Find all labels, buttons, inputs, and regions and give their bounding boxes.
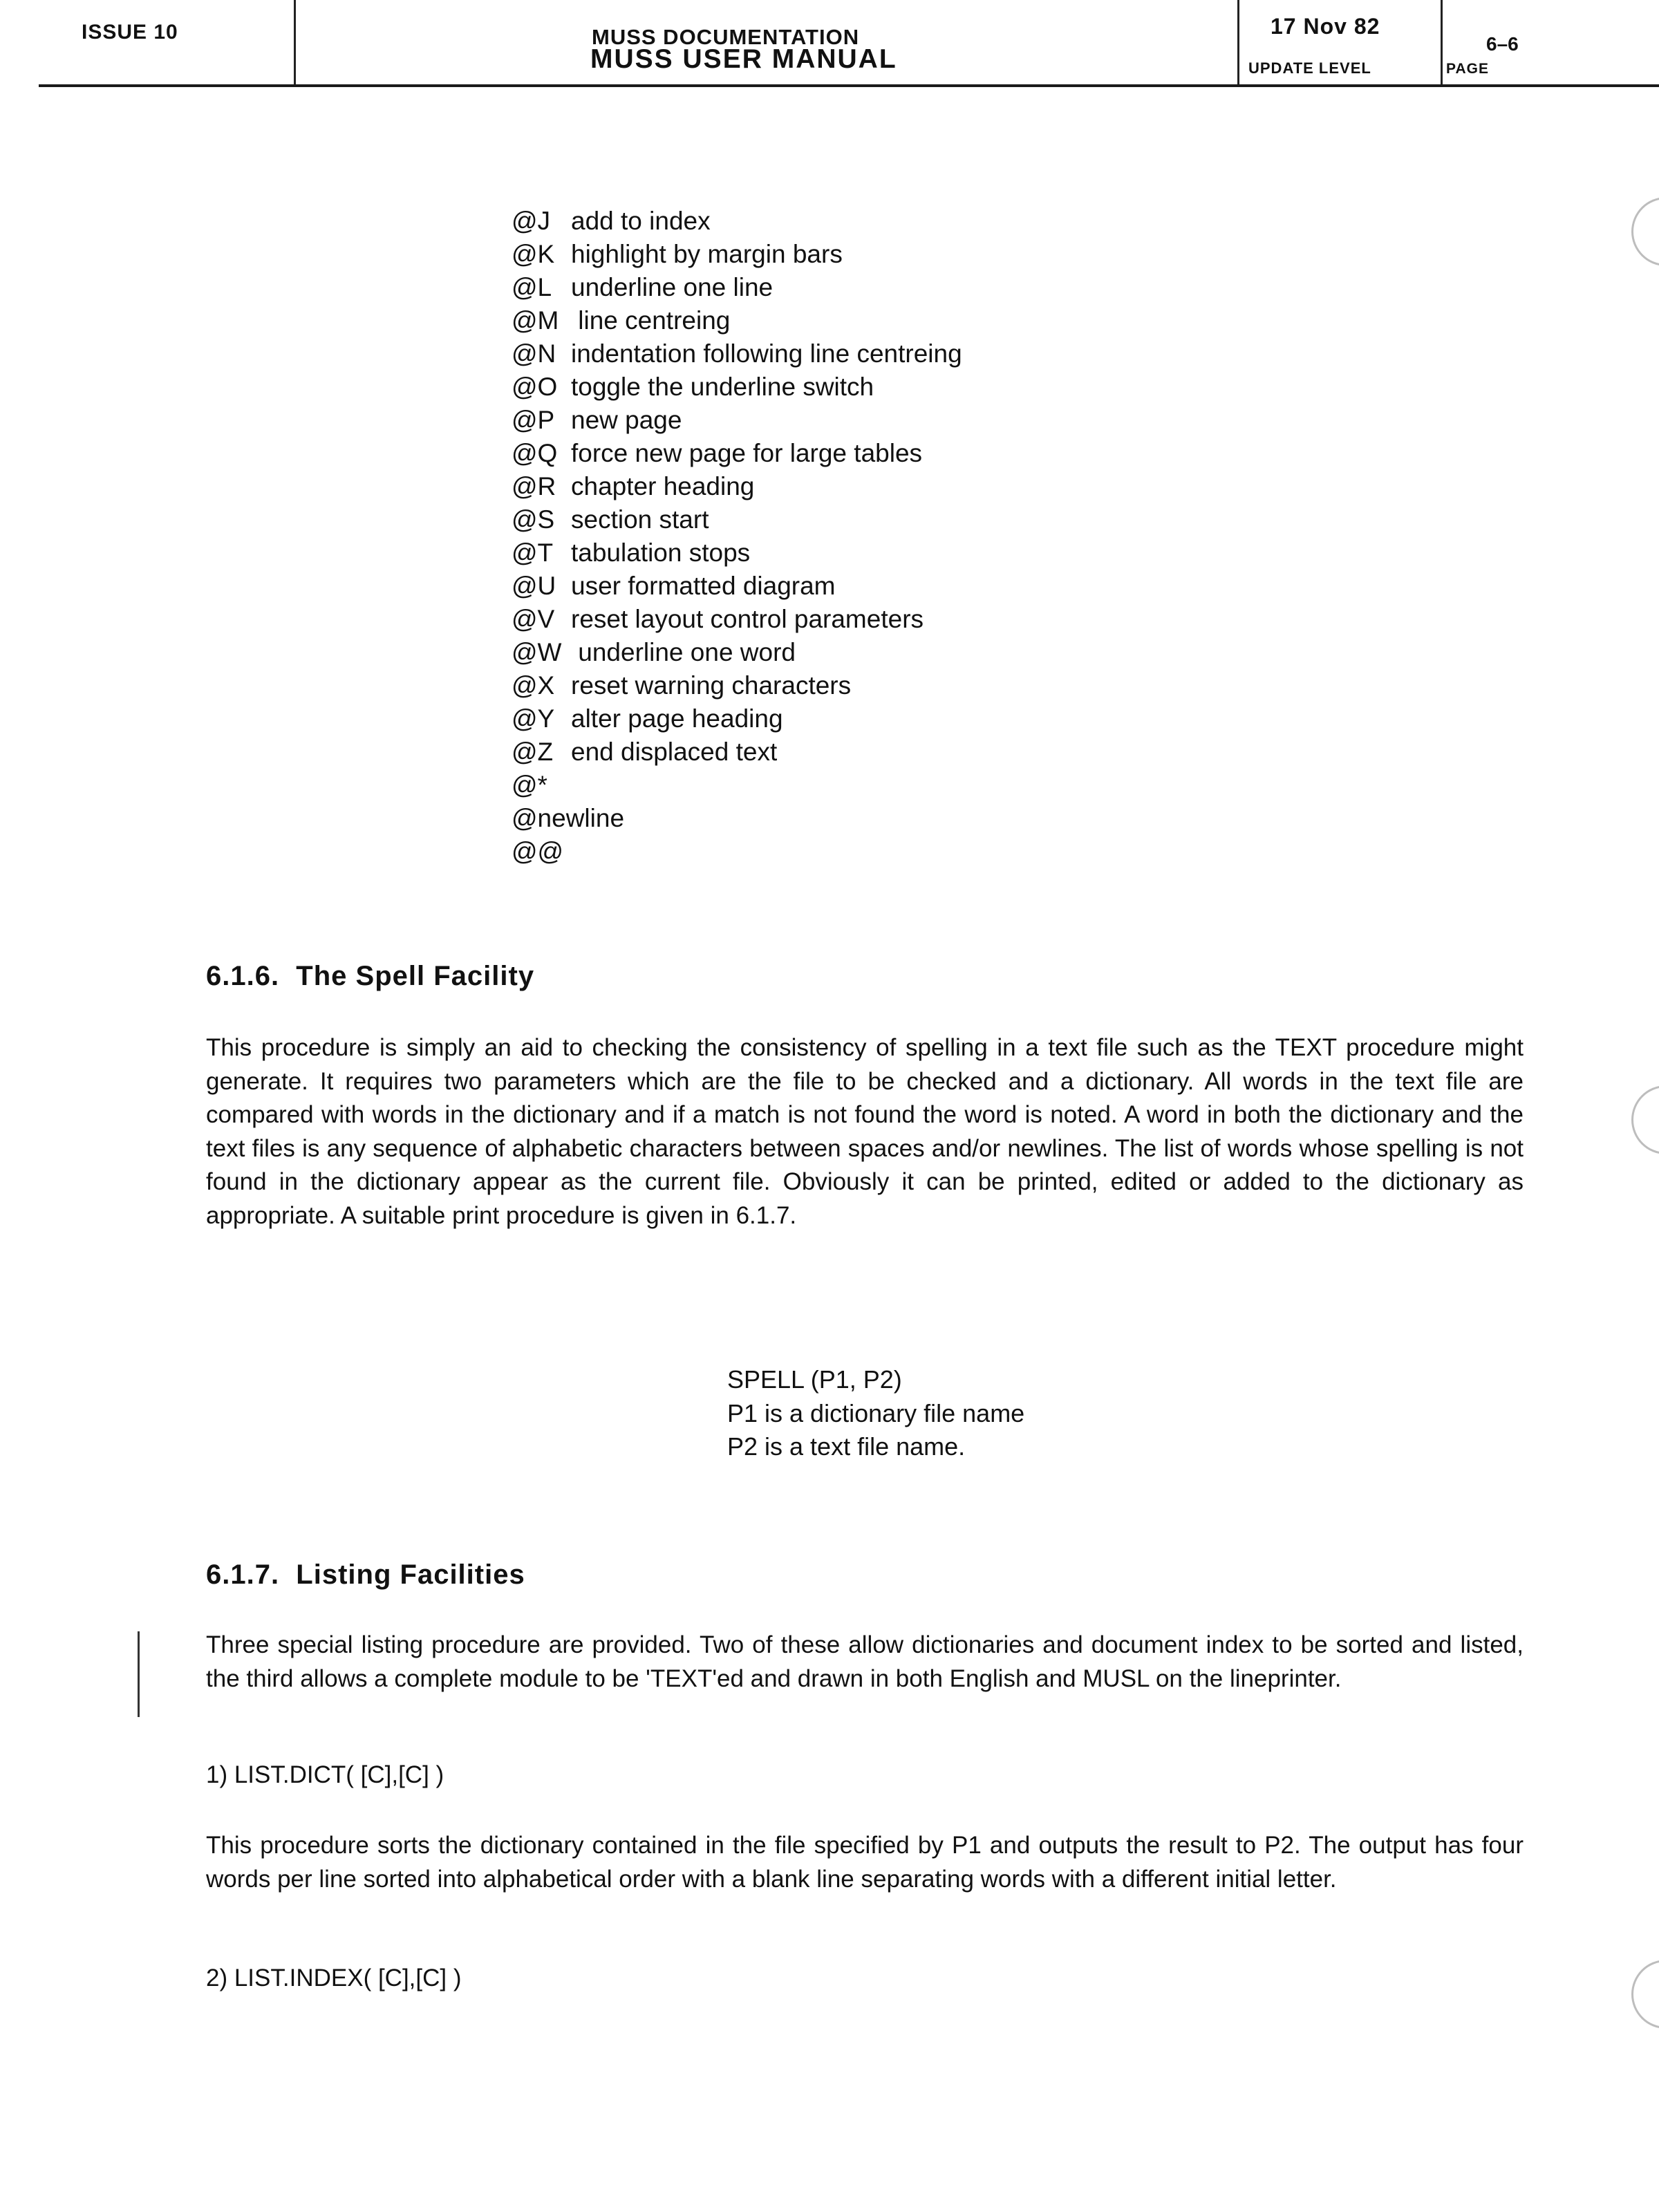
command-description: alter page heading	[571, 704, 783, 733]
doc-title: MUSS USER MANUAL	[590, 44, 897, 74]
command-description: user formatted diagram	[571, 572, 836, 600]
command-list-item	[512, 669, 962, 702]
page-label: PAGE	[1446, 61, 1489, 77]
command-list-item	[512, 304, 962, 337]
command-description: highlight by margin bars	[571, 240, 843, 268]
command-code: @R	[512, 472, 556, 500]
spell-param-2: P2 is a text file name.	[727, 1432, 966, 1461]
command-code: @W	[512, 638, 562, 666]
command-list-item	[512, 503, 962, 536]
command-code: @V	[512, 605, 555, 633]
command-list-item	[512, 437, 962, 470]
command-description: tabulation stops	[571, 538, 751, 567]
update-date: 17 Nov 82	[1271, 14, 1380, 39]
punch-hole-mark	[1631, 1085, 1659, 1154]
command-list-item	[512, 205, 962, 238]
command-code: @@	[512, 837, 564, 865]
command-list	[512, 205, 962, 868]
change-bar	[138, 1631, 140, 1717]
command-list-item	[512, 802, 962, 835]
spell-param-1: P1 is a dictionary file name	[727, 1398, 1025, 1427]
command-code: @L	[512, 273, 552, 301]
command-code: @Z	[512, 738, 554, 766]
command-list-item	[512, 603, 962, 636]
section-heading-listing: 6.1.7. Listing Facilities	[206, 1559, 525, 1590]
issue-label: ISSUE 10	[82, 21, 178, 44]
command-code: @O	[512, 373, 558, 401]
command-list-item	[512, 271, 962, 304]
header-divider	[1237, 0, 1239, 86]
header-rule	[39, 84, 1659, 87]
list-dict-title: 1) LIST.DICT( [C],[C] )	[206, 1761, 444, 1788]
command-description: underline one word	[571, 638, 796, 666]
command-list-item	[512, 769, 962, 802]
spell-paragraph: This procedure is simply an aid to checking the consistency of spelling in a text file such as the TEXT procedure might generate. It requires two parameters which are the file to be checked and a dictionary. All words in the text file are compared with words in the dictionary and if a match is not found the word is noted. A word in both the dictionary and the text files is any sequence of alphabetic characters between spaces and/or newlines. The list of words whose spelling is not found in the dictionary appear as the current file. Obviously it can be printed, edited or added to the dictionary as appropriate. A suitable print procedure is given in 6.1.7.	[206, 1034, 1524, 1229]
command-description: force new page for large tables	[571, 439, 923, 467]
command-list-item	[512, 835, 962, 868]
command-list-item	[512, 371, 962, 404]
command-list-item	[512, 404, 962, 437]
list-dict-paragraph: This procedure sorts the dictionary contained in the file specified by P1 and outputs the result to P2. The output has four words per line sorted into alphabetical order with a blank line separating words with a different initial letter.	[206, 1832, 1524, 1893]
doc-series: MUSS DOCUMENTATION	[592, 25, 860, 49]
command-code: @U	[512, 572, 556, 600]
command-code: @*	[512, 771, 547, 799]
punch-hole-mark	[1631, 1960, 1659, 2029]
command-code: @P	[512, 406, 555, 434]
command-code: @Y	[512, 704, 555, 733]
page-number: 6–6	[1486, 33, 1519, 55]
command-description: add to index	[571, 207, 711, 235]
list-index-title: 2) LIST.INDEX( [C],[C] )	[206, 1965, 462, 1991]
section-heading-spell: 6.1.6. The Spell Facility	[206, 961, 535, 991]
listing-intro-paragraph: Three special listing procedure are provided. Two of these allow dictionaries and document index to be sorted and listed, the third allows a complete module to be 'TEXT'ed and drawn in both English and MUSL on the lineprinter.	[206, 1631, 1524, 1692]
command-code: @X	[512, 671, 555, 700]
command-code: @Q	[512, 439, 558, 467]
command-code: @T	[512, 538, 554, 567]
command-list-item	[512, 337, 962, 371]
command-code: @newline	[512, 804, 625, 832]
command-description: section start	[571, 505, 709, 534]
command-description: reset layout control parameters	[571, 605, 924, 633]
spell-body	[206, 1031, 1524, 1232]
listing-intro	[206, 1629, 1524, 1696]
list-dict-body	[206, 1829, 1524, 1896]
command-code: @N	[512, 339, 556, 368]
spell-syntax: SPELL (P1, P2)	[727, 1365, 902, 1394]
command-description: chapter heading	[571, 472, 755, 500]
command-list-item	[512, 636, 962, 669]
command-description: underline one line	[571, 273, 774, 301]
command-code: @K	[512, 240, 555, 268]
command-list-item	[512, 702, 962, 735]
command-list-item	[512, 536, 962, 570]
update-level-label: UPDATE LEVEL	[1248, 59, 1371, 77]
command-code: @M	[512, 306, 559, 335]
command-description: reset warning characters	[571, 671, 852, 700]
command-description: line centreing	[571, 306, 731, 335]
command-description: indentation following line centreing	[571, 339, 962, 368]
spell-syntax-block	[727, 1363, 1024, 1464]
command-description: toggle the underline switch	[571, 373, 874, 401]
command-list-item	[512, 238, 962, 271]
punch-hole-mark	[1631, 197, 1659, 266]
header-divider	[294, 0, 296, 86]
command-description: new page	[571, 406, 682, 434]
command-list-item	[512, 470, 962, 503]
command-description: end displaced text	[571, 738, 778, 766]
command-list-item	[512, 570, 962, 603]
command-code: @J	[512, 207, 551, 235]
command-list-item	[512, 735, 962, 769]
command-code: @S	[512, 505, 555, 534]
header-divider	[1441, 0, 1443, 86]
